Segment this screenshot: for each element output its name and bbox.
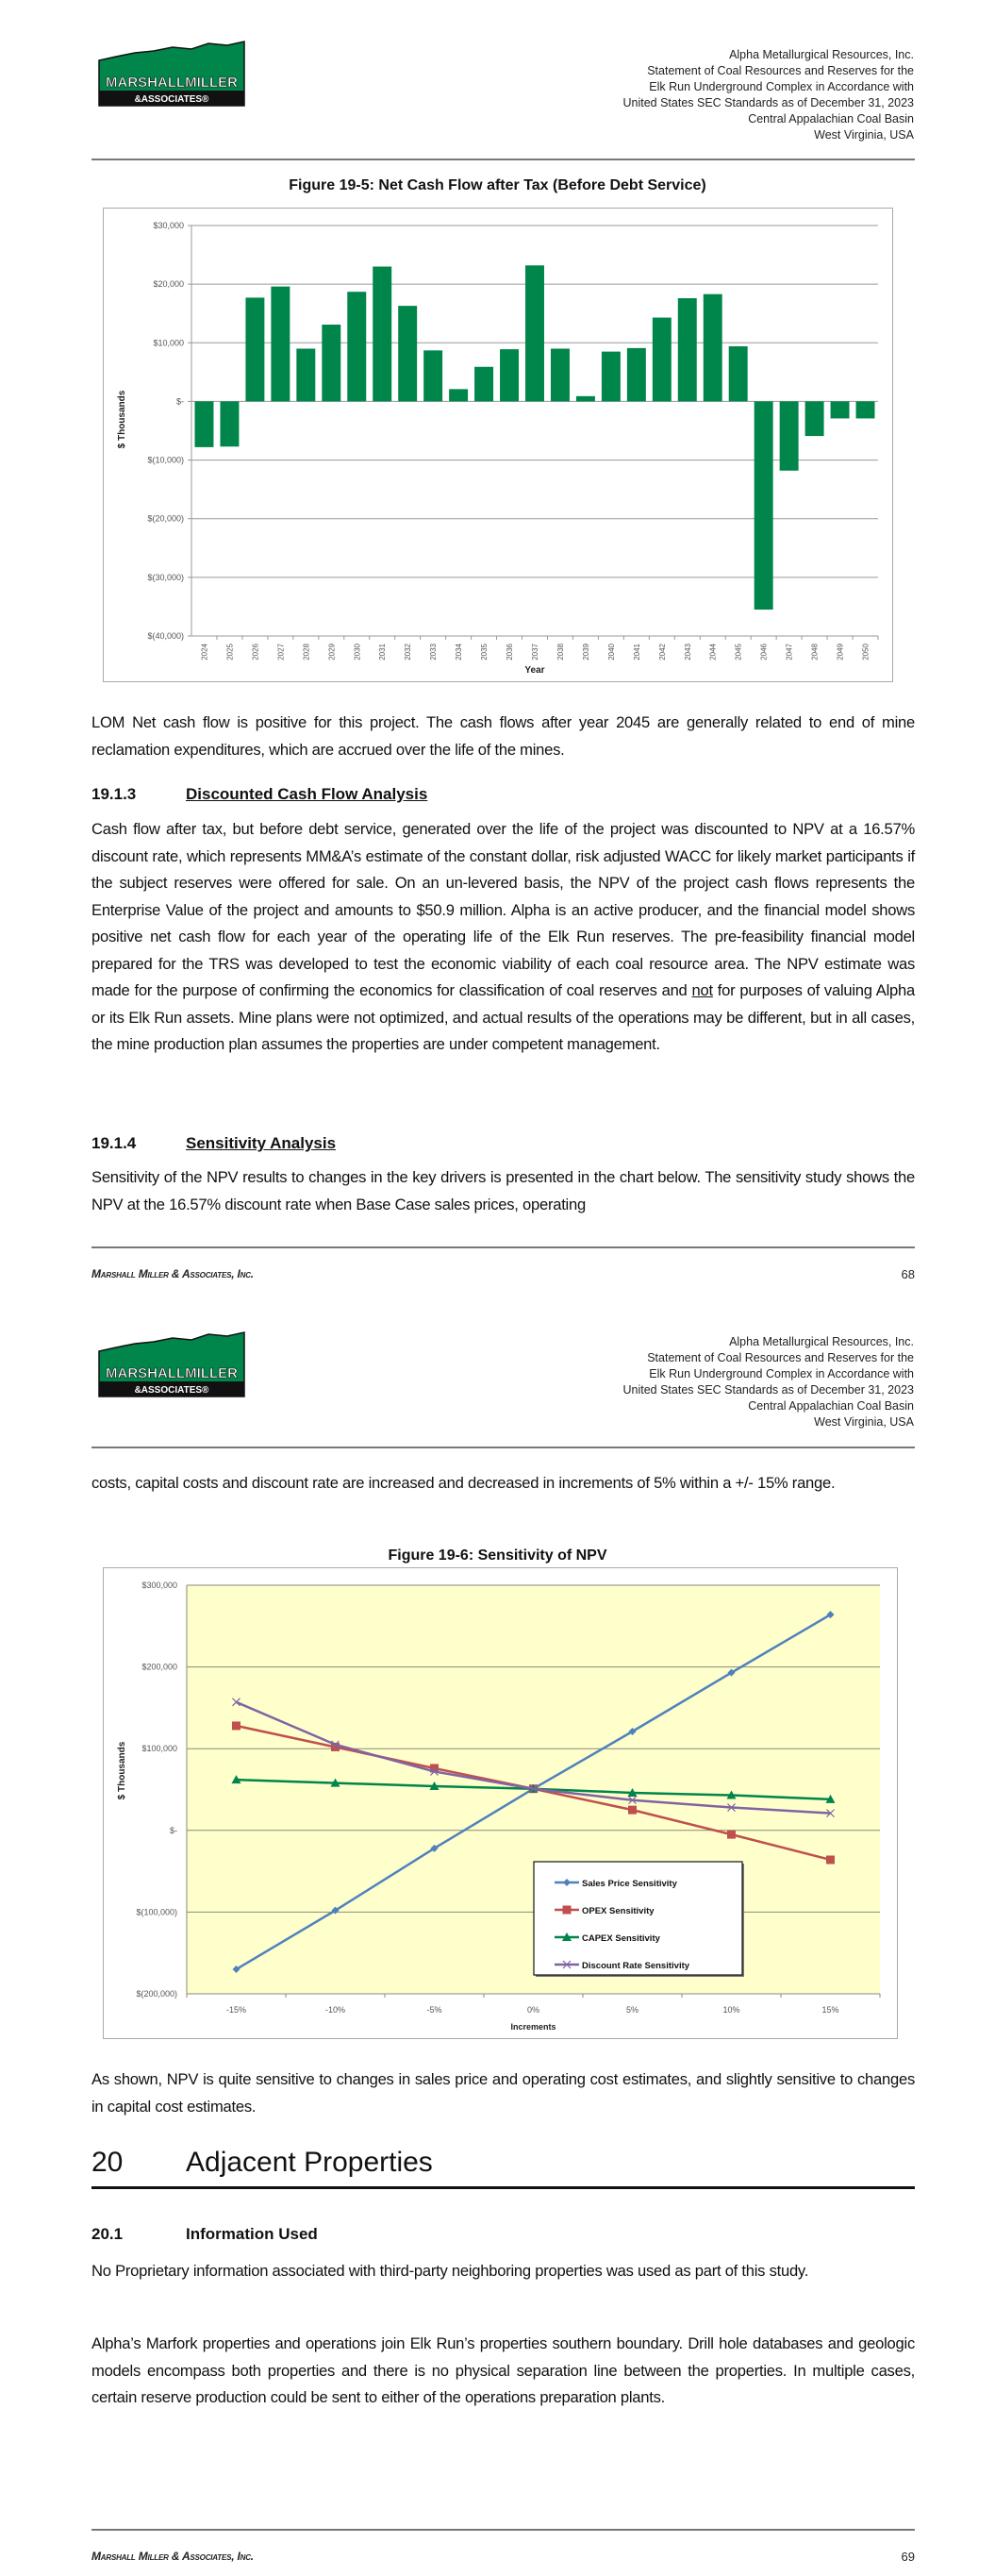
svg-text:2030: 2030 [353, 644, 362, 661]
header-divider [91, 159, 915, 160]
bar-2045 [729, 346, 748, 401]
header-line: Alpha Metallurgical Resources, Inc. [729, 1335, 914, 1348]
svg-text:$200,000: $200,000 [141, 1662, 177, 1672]
svg-text:-10%: -10% [324, 2005, 346, 2015]
svg-text:$100,000: $100,000 [141, 1744, 177, 1754]
svg-text:$ Thousands: $ Thousands [117, 390, 127, 449]
chapter-title: Adjacent Properties [186, 2147, 433, 2178]
svg-text:$(40,000): $(40,000) [147, 631, 184, 641]
bar-2047 [780, 401, 799, 470]
page-header [518, 47, 914, 143]
bar-2033 [423, 350, 442, 401]
bar-2040 [602, 352, 621, 402]
svg-text:2024: 2024 [200, 644, 209, 661]
section-title: Discounted Cash Flow Analysis [186, 785, 428, 803]
paragraph-dcf [91, 816, 915, 1059]
emphasis-not: not [691, 981, 713, 999]
svg-text:2032: 2032 [404, 644, 413, 661]
page-header [518, 1334, 914, 1430]
section-title: Information Used [186, 2225, 318, 2243]
bar-2048 [805, 401, 824, 436]
page-number: 68 [901, 1267, 915, 1281]
svg-text:0%: 0% [526, 2005, 540, 2015]
paragraph-text: for purposes of valuing Alpha or its Elk Run assets. Mine plans were not optimized, and actual results of the operations may be different, but in all cases, the mine production plan assumes the properties are under competent management. [91, 981, 915, 1053]
svg-text:2029: 2029 [327, 644, 337, 661]
svg-text:2045: 2045 [734, 644, 743, 661]
page-number: 69 [901, 2550, 915, 2564]
bar-2025 [220, 401, 239, 446]
svg-text:2042: 2042 [657, 644, 667, 661]
bar-2031 [373, 267, 391, 402]
svg-text:$-: $- [175, 396, 184, 407]
svg-text:$20,000: $20,000 [153, 279, 184, 290]
svg-text:2036: 2036 [506, 644, 515, 661]
svg-text:2035: 2035 [480, 644, 489, 661]
header-divider [91, 1447, 915, 1448]
section-heading-20-1 [91, 2225, 318, 2244]
cash-flow-bar-chart [103, 208, 893, 682]
header-line: West Virginia, USA [814, 1415, 914, 1429]
svg-text:10%: 10% [722, 2005, 740, 2015]
section-heading-19-1-4 [91, 1134, 336, 1153]
chart-legend [534, 1862, 744, 1977]
bar-2050 [856, 401, 875, 418]
svg-text:2046: 2046 [759, 644, 769, 661]
chapter-heading-20 [91, 2147, 433, 2179]
svg-text:$(100,000): $(100,000) [136, 1907, 177, 1917]
footer-company: Marshall Miller & Associates, Inc. [91, 1267, 254, 1280]
footer-company: Marshall Miller & Associates, Inc. [91, 2550, 254, 2563]
svg-text:2040: 2040 [606, 644, 616, 661]
svg-text:2044: 2044 [708, 644, 718, 661]
bar-2049 [831, 401, 850, 418]
bar-2026 [245, 297, 264, 401]
svg-text:Year: Year [524, 665, 545, 676]
svg-text:2043: 2043 [683, 644, 692, 661]
svg-text:&ASSOCIATES®: &ASSOCIATES® [134, 94, 209, 105]
svg-text:2047: 2047 [785, 644, 794, 661]
svg-text:15%: 15% [821, 2005, 839, 2015]
bar-2038 [551, 349, 570, 402]
svg-text:-5%: -5% [426, 2005, 442, 2015]
bar-2046 [755, 401, 773, 610]
svg-text:&ASSOCIATES®: &ASSOCIATES® [134, 1385, 209, 1396]
bar-2035 [474, 367, 493, 402]
svg-text:2038: 2038 [556, 644, 565, 661]
bar-2036 [500, 349, 519, 401]
paragraph-information-used: No Proprietary information associated with third-party neighboring properties was used as part of this study. [91, 2262, 809, 2280]
header-line: United States SEC Standards as of December 31, 2023 [622, 1383, 914, 1397]
svg-text:$(30,000): $(30,000) [147, 572, 184, 582]
svg-text:2050: 2050 [861, 644, 871, 661]
company-logo [97, 40, 246, 108]
paragraph-continued: costs, capital costs and discount rate are increased and decreased in increments of 5% within a +/- 15% range. [91, 1474, 836, 1492]
svg-text:2033: 2033 [429, 644, 439, 661]
section-number: 20.1 [91, 2225, 124, 2243]
svg-text:$30,000: $30,000 [153, 221, 184, 230]
svg-text:Sales Price Sensitivity: Sales Price Sensitivity [582, 1879, 677, 1889]
svg-text:2048: 2048 [810, 644, 820, 661]
svg-text:2049: 2049 [836, 644, 845, 661]
svg-text:$ Thousands: $ Thousands [117, 1741, 127, 1800]
svg-text:$300,000: $300,000 [141, 1581, 177, 1590]
svg-text:$(200,000): $(200,000) [136, 1989, 177, 1999]
paragraph-marfork: Alpha’s Marfork properties and operations join Elk Run’s properties southern boundary. Drill hole databases and geologic models encompass both properties and there is no physical separation line between the properties. In multiple cases, certain reserve production could be sent to either of the operations preparation plants. [91, 2334, 915, 2406]
line-chart-svg [104, 1568, 896, 2037]
svg-text:2026: 2026 [251, 644, 260, 661]
svg-text:OPEX Sensitivity: OPEX Sensitivity [582, 1906, 655, 1916]
svg-text:$(10,000): $(10,000) [147, 455, 184, 465]
bar-2043 [678, 298, 697, 401]
section-number: 19.1.4 [91, 1134, 137, 1152]
svg-text:2027: 2027 [276, 644, 286, 661]
svg-text:CAPEX Sensitivity: CAPEX Sensitivity [582, 1933, 660, 1944]
bar-2032 [398, 306, 417, 401]
header-line: United States SEC Standards as of December 31, 2023 [622, 96, 914, 109]
svg-text:$(20,000): $(20,000) [147, 513, 184, 524]
header-line: Alpha Metallurgical Resources, Inc. [729, 48, 914, 61]
paragraph-as-shown: As shown, NPV is quite sensitive to changes in sales price and operating cost estimates, and slightly sensitive to changes in capital cost estimates. [91, 2070, 915, 2116]
bar-2027 [271, 287, 290, 402]
section-heading-19-1-3 [91, 785, 427, 804]
header-line: West Virginia, USA [814, 128, 914, 142]
svg-text:$10,000: $10,000 [153, 338, 184, 348]
bar-2039 [576, 396, 595, 402]
header-line: Elk Run Underground Complex in Accordance with [649, 1367, 914, 1380]
header-line: Statement of Coal Resources and Reserves for the [647, 1351, 914, 1364]
bar-2030 [347, 292, 366, 401]
svg-text:5%: 5% [625, 2005, 639, 2015]
svg-text:Increments: Increments [510, 2022, 556, 2032]
svg-text:2041: 2041 [632, 644, 641, 661]
bar-2044 [704, 294, 722, 402]
svg-text:2028: 2028 [302, 644, 311, 661]
bar-2024 [195, 401, 214, 446]
paragraph-lom: LOM Net cash flow is positive for this project. The cash flows after year 2045 are generally related to end of mine reclamation expenditures, which are accrued over the life of the mines. [91, 713, 915, 759]
svg-text:2037: 2037 [531, 644, 539, 661]
footer-divider [91, 1246, 915, 1248]
section-number: 19.1.3 [91, 785, 137, 803]
header-line: Central Appalachian Coal Basin [748, 1399, 914, 1413]
header-line: Statement of Coal Resources and Reserves for the [647, 64, 914, 77]
svg-text:2031: 2031 [378, 644, 388, 661]
svg-text:Discount Rate Sensitivity: Discount Rate Sensitivity [582, 1961, 690, 1971]
svg-text:MARSHALLMILLER: MARSHALLMILLER [106, 1365, 238, 1381]
svg-text:2034: 2034 [455, 644, 464, 661]
bar-2034 [449, 389, 468, 401]
bar-2028 [296, 349, 315, 402]
npv-sensitivity-line-chart [103, 1567, 898, 2039]
bar-2037 [525, 265, 544, 401]
company-logo [97, 1330, 246, 1398]
header-line: Central Appalachian Coal Basin [748, 112, 914, 125]
svg-text:2025: 2025 [225, 644, 235, 661]
paragraph-text: Cash flow after tax, but before debt service, generated over the life of the project was discounted to NPV at a 16.57% discount rate, which represents MM&A’s estimate of the constant dollar, risk adjusted WACC for likely market participants if the subject reserves were offered for sale. On an un-levered basis, the NPV of the project cash flows represents the Enterprise Value of the project and amounts to $50.9 million. Alpha is an active producer, and the financial model shows positive net cash flow for each year of the operating life of the Elk Run reserves. The pre-feasibility financial model prepared for the TRS was developed to test the economic viability of each coal resource area. The NPV estimate was made for the purpose of confirming the economics for classification of coal reserves and [91, 820, 915, 999]
figure-caption: Figure 19-5: Net Cash Flow after Tax (Before Debt Service) [289, 177, 706, 193]
header-line: Elk Run Underground Complex in Accordance with [649, 80, 914, 93]
svg-text:MARSHALLMILLER: MARSHALLMILLER [106, 75, 238, 91]
svg-text:2039: 2039 [581, 644, 590, 661]
svg-text:$-: $- [169, 1825, 177, 1835]
svg-text:-15%: -15% [225, 2005, 247, 2015]
bar-2029 [322, 325, 340, 401]
figure-caption: Figure 19-6: Sensitivity of NPV [388, 1547, 607, 1564]
chapter-number: 20 [91, 2147, 124, 2178]
section-title: Sensitivity Analysis [186, 1134, 337, 1152]
bar-2041 [627, 348, 646, 402]
chapter-divider [91, 2186, 915, 2189]
bar-2042 [653, 318, 672, 402]
footer-divider [91, 2529, 915, 2531]
paragraph-sensitivity: Sensitivity of the NPV results to changes in the key drivers is presented in the chart below. The sensitivity study shows the NPV at the 16.57% discount rate when Base Case sales prices, operating [91, 1168, 915, 1213]
bar-chart-svg [104, 209, 891, 680]
